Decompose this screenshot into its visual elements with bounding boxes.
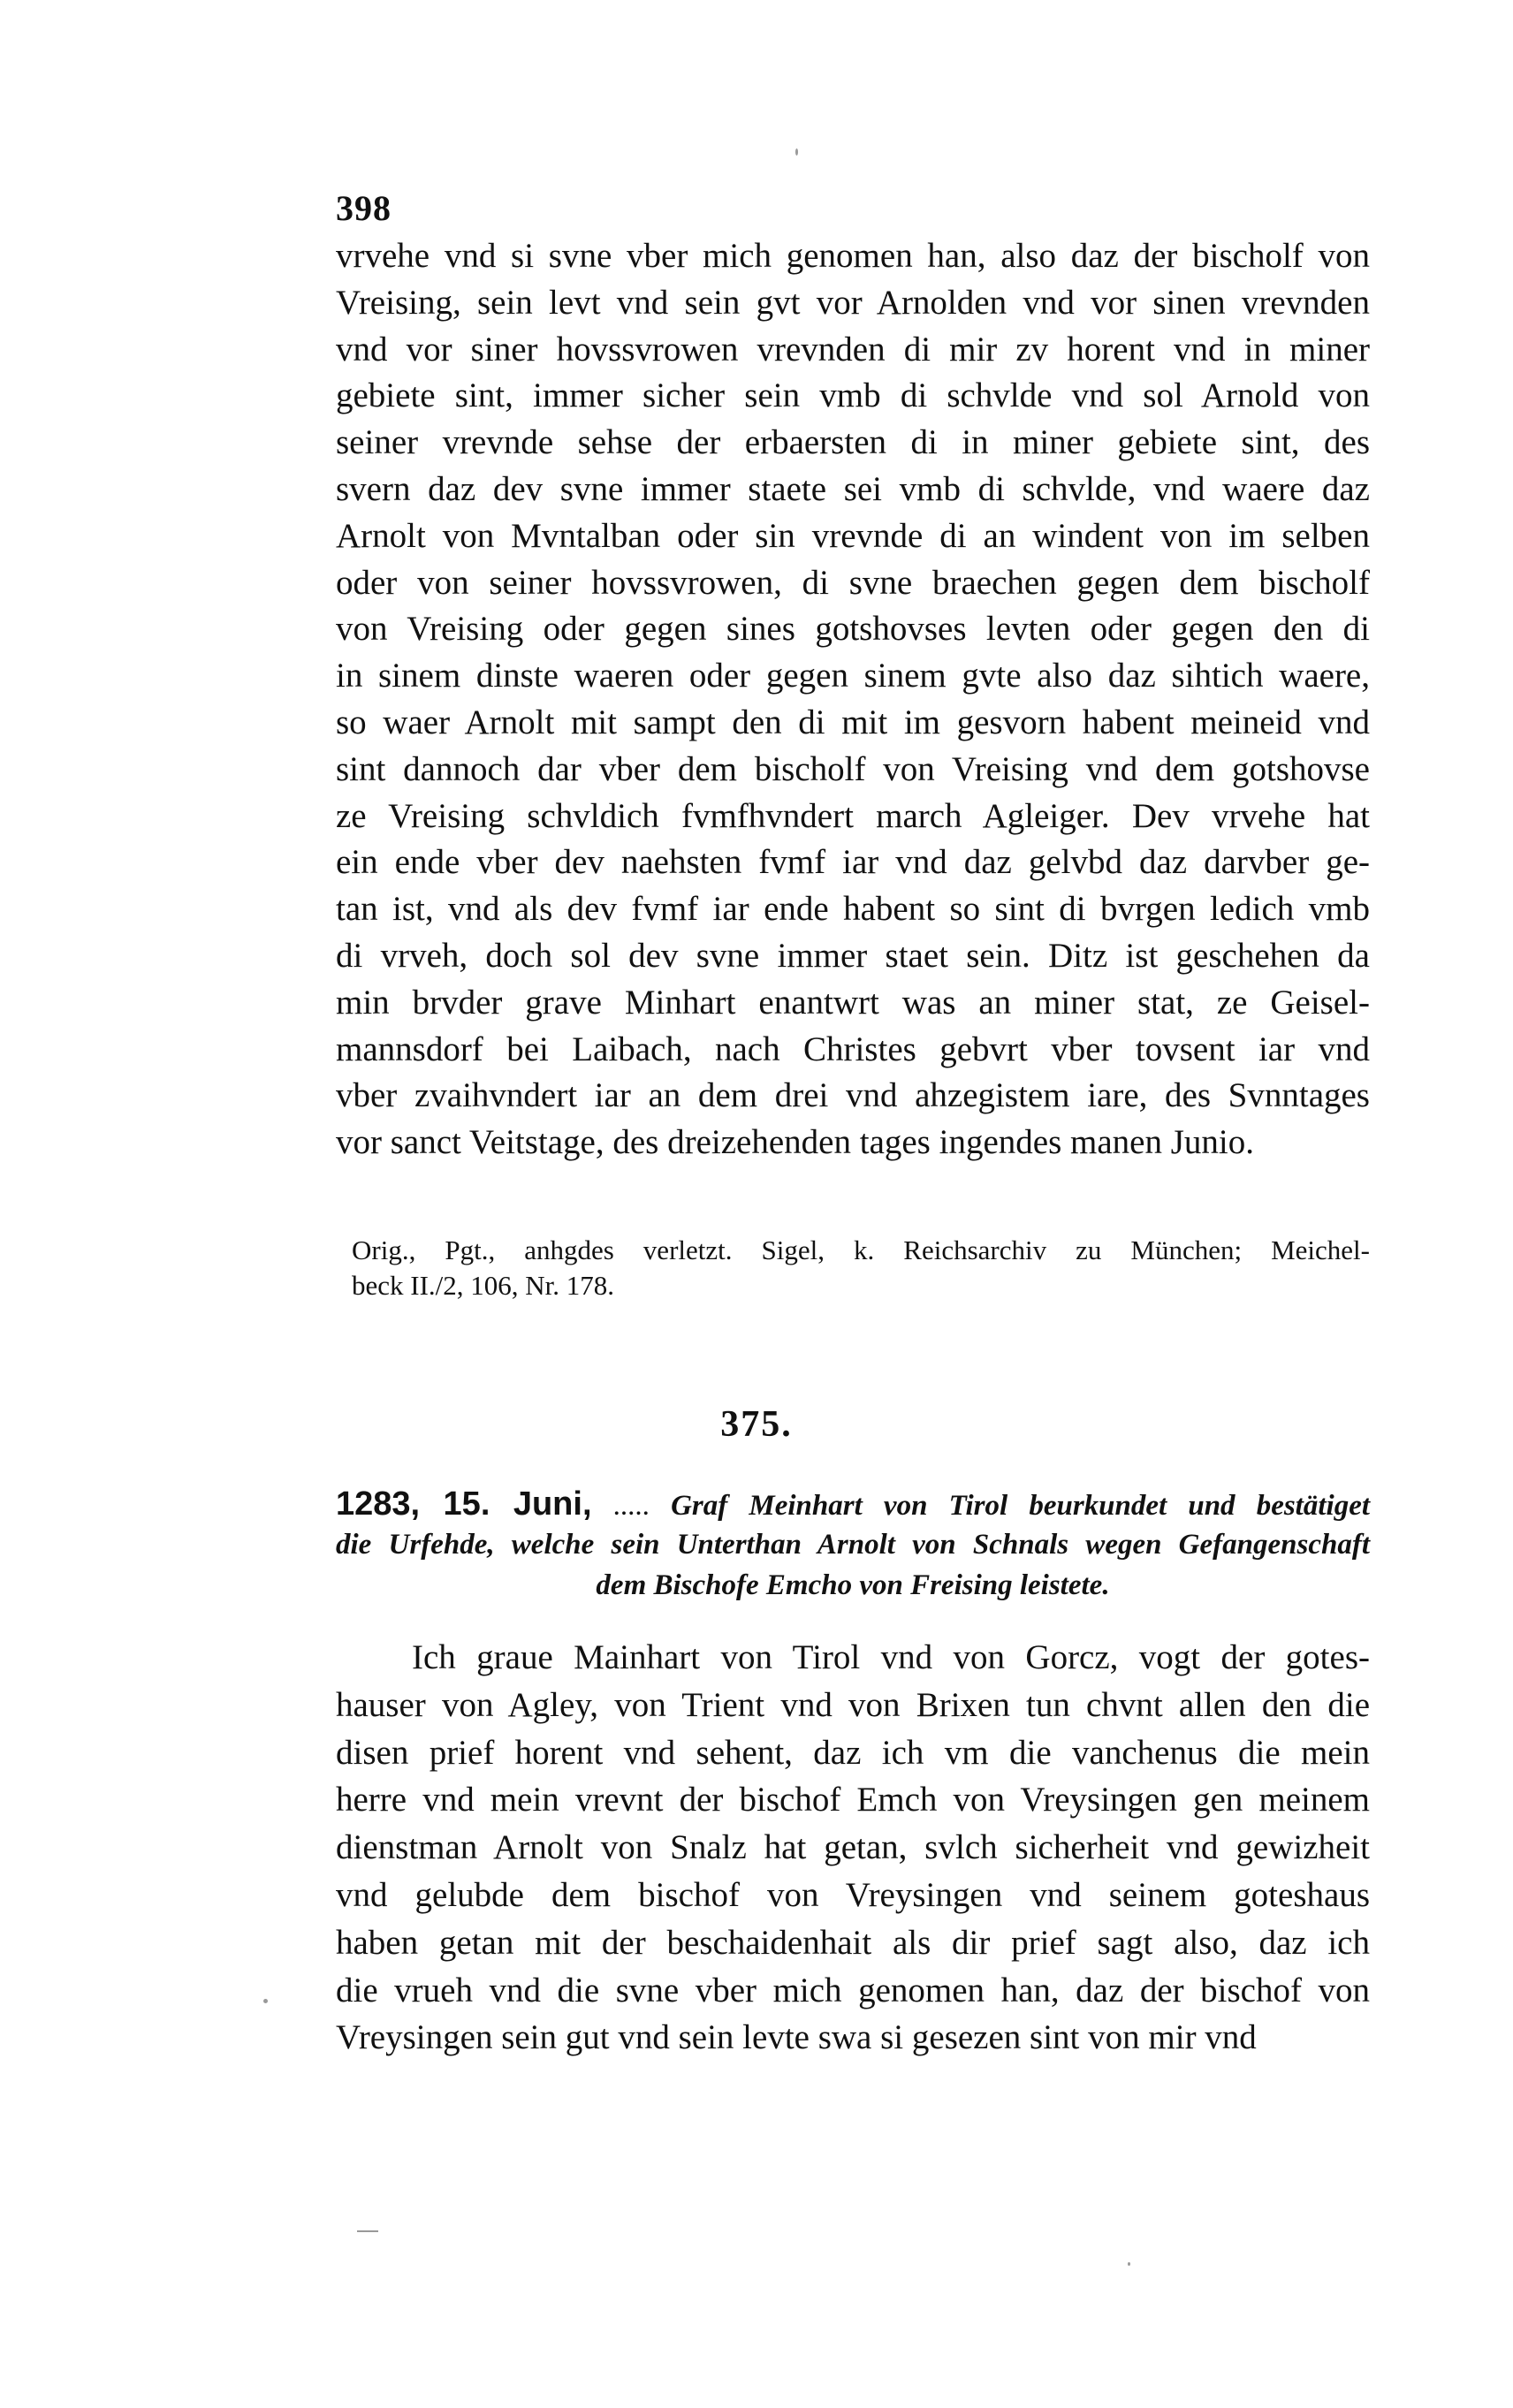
scan-speck: [1128, 2262, 1130, 2266]
text-line: ein ende vber dev naehsten fvmf iar vnd daz gelvbd daz darvber ge-: [336, 843, 1370, 882]
scan-speck: [795, 148, 798, 156]
note-line: Orig., Pgt., anhgdes verletzt. Sigel, k. Reichsarchiv zu München; Meichel-: [352, 1234, 1370, 1265]
note-line: beck II./2, 106, Nr. 178.: [352, 1270, 615, 1301]
text-line: oder von seiner hovssvrowen, di svne braechen gegen dem bischolf: [336, 563, 1370, 602]
text-line: in sinem dinste waeren oder gegen sinem gvte also daz sihtich waere,: [336, 657, 1370, 695]
text-line: vnd gelubde dem bischof von Vreysingen vnd seinem goteshaus: [336, 1876, 1370, 1914]
document-heading-line-1: [336, 1485, 1370, 1525]
document-heading-line-3: dem Bischofe Emcho von Freising leistete.: [596, 1569, 1110, 1601]
page-number: 398: [336, 188, 392, 228]
text-line: di vrveh, doch sol dev svne immer staet sein. Ditz ist geschehen da: [336, 937, 1370, 975]
text-line: Vreysingen sein gut vnd sein levte swa si gesezen sint von mir vnd: [336, 2018, 1257, 2057]
text-line: Ich graue Mainhart von Tirol vnd von Gorcz, vogt der gotes-: [412, 1638, 1370, 1676]
text-line: herre vnd mein vrevnt der bischof Emch von Vreysingen gen meinem: [336, 1781, 1370, 1819]
text-line: ze Vreising schvldich fvmfhvndert march Agleiger. Dev vrvehe hat: [336, 796, 1370, 835]
text-line: Arnolt von Mvntalban oder sin vrevnde di an windent von im selben: [336, 516, 1370, 555]
text-line: sint dannoch dar vber dem bischolf von Vreising vnd dem gotshovse: [336, 749, 1370, 788]
heading-summary-start: Graf Meinhart von Tirol beurkundet und bestätiget: [671, 1490, 1371, 1522]
text-line: vnd vor siner hovssvrowen vrevnden di mir zv horent vnd in miner: [336, 330, 1370, 368]
text-line: vor sanct Veitstage, des dreizehenden tages ingendes manen Junio.: [336, 1123, 1254, 1162]
heading-dots: .....: [612, 1490, 650, 1522]
text-line: so waer Arnolt mit sampt den di mit im gesvorn habent meineid vnd: [336, 703, 1370, 741]
document-number: 375.: [720, 1404, 793, 1445]
scan-speck: [357, 2230, 378, 2232]
text-line: vber zvaihvndert iar an dem drei vnd ahzegistem iare, des Svnntages: [336, 1076, 1370, 1115]
document-heading-line-2: die Urfehde, welche sein Unterthan Arnolt von Schnals wegen Gefangenschaft: [336, 1529, 1370, 1561]
text-line: haben getan mit der beschaidenhait als dir prief sagt also, daz ich: [336, 1923, 1370, 1962]
text-line: dienstman Arnolt von Snalz hat getan, svlch sicherheit vnd gewizheit: [336, 1828, 1370, 1867]
text-line: min brvder grave Minhart enantwrt was an miner stat, ze Geisel-: [336, 983, 1370, 1022]
text-line: mannsdorf bei Laibach, nach Christes gebvrt vber tovsent iar vnd: [336, 1029, 1370, 1068]
text-line: gebiete sint, immer sicher sein vmb di schvlde vnd sol Arnold von: [336, 376, 1370, 415]
text-line: die vrueh vnd die svne vber mich genomen han, daz der bischof von: [336, 1971, 1370, 2009]
text-line: von Vreising oder gegen sines gotshovses levten oder gegen den di: [336, 610, 1370, 649]
text-line: hauser von Agley, von Trient vnd von Brixen tun chvnt allen den die: [336, 1685, 1370, 1724]
text-line: disen prief horent vnd sehent, daz ich vm die vanchenus die mein: [336, 1733, 1370, 1772]
text-line: tan ist, vnd als dev fvmf iar ende habent so sint di bvrgen ledich vmb: [336, 890, 1370, 929]
text-line: svern daz dev svne immer staete sei vmb di schvlde, vnd waere daz: [336, 470, 1370, 508]
heading-date: 1283, 15. Juni,: [336, 1485, 592, 1523]
scan-speck: [263, 1999, 268, 2003]
text-line: Vreising, sein levt vnd sein gvt vor Arnolden vnd vor sinen vrevnden: [336, 283, 1370, 322]
text-line: seiner vrevnde sehse der erbaersten di in miner gebiete sint, des: [336, 423, 1370, 462]
text-line: vrvehe vnd si svne vber mich genomen han, also daz der bischolf von: [336, 237, 1370, 275]
